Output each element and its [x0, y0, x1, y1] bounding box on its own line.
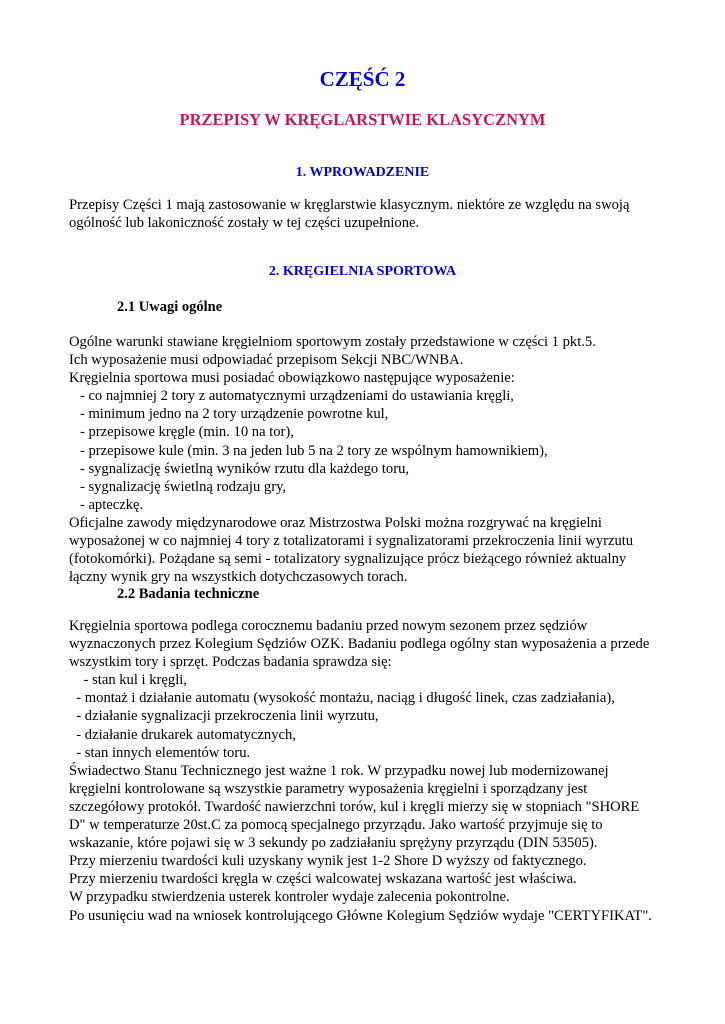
- text-line: Przy mierzeniu twardości kuli uzyskany wynik jest 1-2 Shore D wyższy od faktycznego.: [69, 853, 587, 870]
- text-line: Świadectwo Stanu Technicznego jest ważne 1 rok. W przypadku nowej lub modernizowanej: [69, 762, 609, 779]
- text-line: szczegółowy protokół. Twardość nawierzchni torów, kul i kręgli mierzy się w stopniach "SHORE: [69, 798, 640, 815]
- text-line: wszystkim tory i sprzęt. Podczas badania sprawdza się:: [69, 654, 392, 671]
- text-line: - minimum jedno na 2 tory urządzenie powrotne kul,: [69, 406, 389, 423]
- text-line: - działanie drukarek automatycznych,: [69, 726, 296, 743]
- text-line: kręgielni kontrolowane są wszystkie parametry wyposażenia kręgielni i sporządzany jest: [69, 780, 588, 797]
- text-line: wyznaczonych przez Kolegium Sędziów OZK. Badaniu podlega ogólny stan wyposażenia a przede: [69, 636, 650, 653]
- text-line: - apteczkę.: [69, 496, 144, 513]
- text-line: - montaż i działanie automatu (wysokość montażu, naciąg i długość linek, czas zadziałania),: [69, 690, 615, 707]
- section-2-heading: 2. KRĘGIELNIA SPORTOWA: [268, 264, 457, 279]
- text-line: - co najmniej 2 tory z automatycznymi urządzeniami do ustawiania kręgli,: [69, 388, 514, 405]
- text-line: - stan kul i kręgli,: [69, 672, 187, 689]
- section-1-paragraph: [69, 196, 669, 232]
- section-2-2-paragraph: [69, 617, 669, 925]
- text-line: Kręgielnia sportowa podlega corocznemu badaniu przed nowym sezonem przez sędziów: [69, 618, 588, 634]
- text-line: Przy mierzeniu twardości kręgla w części walcowatej wskazana wartość jest właściwa.: [69, 871, 577, 888]
- text-line: - stan innych elementów toru.: [69, 744, 251, 761]
- text-line: (fotokomórki). Pożądane są semi - totalizatory sygnalizujące prócz bieżącego również aktualny: [69, 551, 627, 568]
- text-line: - działanie sygnalizacji przekroczenia linii wyrzutu,: [69, 708, 379, 725]
- text-line: Po usunięciu wad na wniosek kontrolującego Główne Kolegium Sędziów wydaje "CERTYFIKAT".: [69, 907, 652, 924]
- text-line: Kręgielnia sportowa musi posiadać obowiązkowo następujące wyposażenie:: [69, 370, 515, 387]
- text-line: - przepisowe kule (min. 3 na jeden lub 5 na 2 tory ze wspólnym hamownikiem),: [69, 442, 548, 459]
- text-line: - sygnalizację świetlną rodzaju gry,: [69, 478, 287, 495]
- text-line: - przepisowe kręgle (min. 10 na tor),: [69, 424, 294, 441]
- text-line: wyposażonej w co najmniej 4 tory z totalizatorami i sygnalizatorami przekroczenia linii wyrzutu: [69, 533, 634, 550]
- text-line: W przypadku stwierdzenia usterek kontroler wydaje zalecenia pokontrolne.: [69, 889, 510, 906]
- text-line: Oficjalne zawody międzynarodowe oraz Mistrzostwa Polski można rozgrywać na kręgielni: [69, 514, 602, 531]
- text-line: łączny wynik gry na wszystkich dotychczasowych torach.: [69, 569, 408, 586]
- text-line: - sygnalizację świetlną wyników rzutu dla każdego toru,: [69, 460, 410, 477]
- text-line: Ogólne warunki stawiane kręgielniom sportowym zostały przedstawione w części 1 pkt.5.: [69, 334, 596, 350]
- section-2-1-heading: 2.1 Uwagi ogólne: [117, 299, 223, 315]
- text-line: Przepisy Części 1 mają zastosowanie w kręglarstwie klasycznym. niektóre ze względu na swoją: [69, 197, 630, 213]
- text-line: wskazanie, które pojawi się w 3 sekundy po zadziałaniu sprężyny przyrządu (DIN 53505).: [69, 835, 598, 852]
- section-1-heading: 1. WPROWADZENIE: [295, 165, 430, 180]
- text-line: Ich wyposażenie musi odpowiadać przepisom Sekcji NBC/WNBA.: [69, 352, 464, 369]
- text-line: D" w temperaturze 20st.C za pomocą specjalnego przyrządu. Jako wartość przyjmuje się to: [69, 817, 603, 834]
- part-subtitle: PRZEPISY W KRĘGLARSTWIE KLASYCZNYM: [179, 110, 546, 129]
- part-title: CZĘŚĆ 2: [319, 67, 406, 91]
- text-line: ogólność lub lakoniczność zostały w tej części uzupełnione.: [69, 215, 420, 232]
- section-2-2-heading: 2.2 Badania techniczne: [117, 586, 260, 602]
- section-2-1-paragraph: [69, 333, 669, 586]
